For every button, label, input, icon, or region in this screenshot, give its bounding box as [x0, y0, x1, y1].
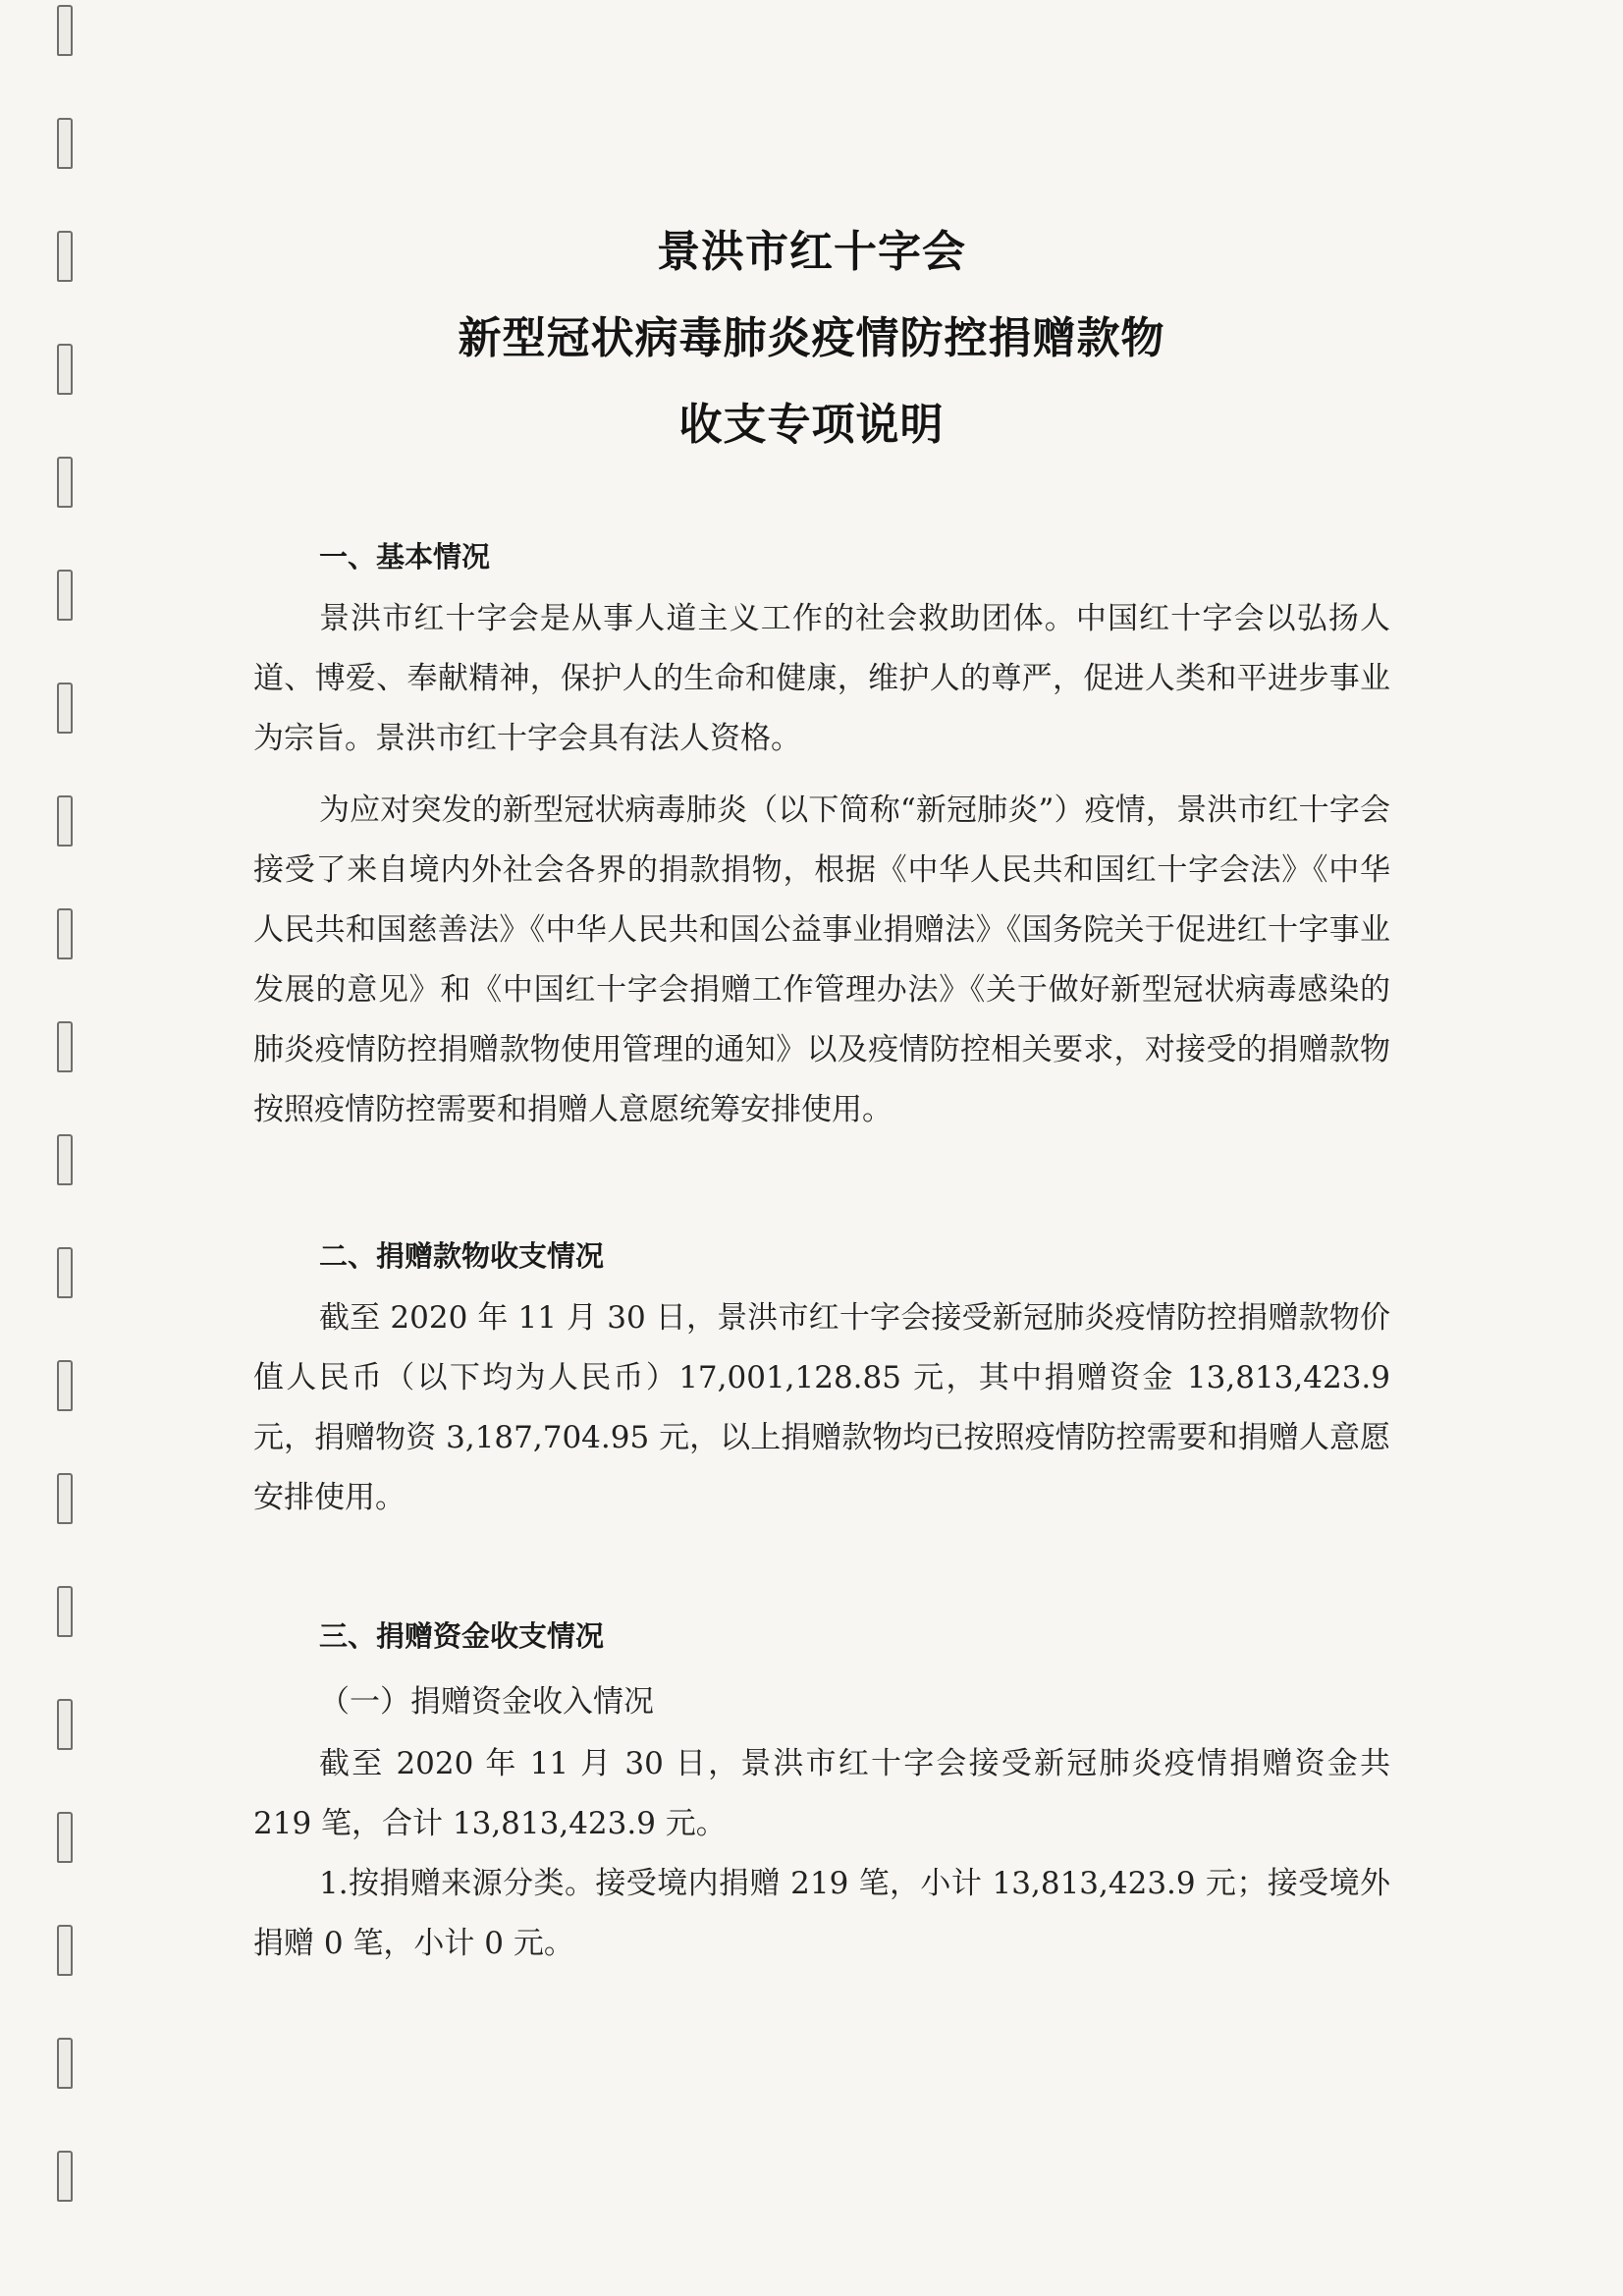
- binding-hole: [57, 570, 73, 621]
- binding-hole: [57, 908, 73, 959]
- title-line-subject: 新型冠状病毒肺炎疫情防控捐赠款物: [458, 313, 1165, 363]
- binding-hole: [57, 683, 73, 734]
- binding-hole: [57, 1699, 73, 1750]
- section3-paragraph-2: 1.按捐赠来源分类。接受境内捐赠 219 笔，小计 13,813,423.9 元；接受境外捐赠 0 笔，小计 0 元。: [253, 1866, 1390, 1961]
- title-line-doc-type: 收支专项说明: [678, 400, 945, 450]
- section-heading-basic: 一、基本情况: [319, 540, 491, 574]
- binding-hole: [57, 1586, 73, 1637]
- binding-hole: [57, 1812, 73, 1863]
- section-heading-donations: 二、捐赠款物收支情况: [319, 1239, 605, 1273]
- section-heading-funds: 三、捐赠资金收支情况: [319, 1619, 605, 1653]
- binding-hole: [57, 2038, 73, 2089]
- binding-hole: [57, 1925, 73, 1976]
- binding-hole: [57, 2151, 73, 2202]
- binding-hole: [57, 1360, 73, 1411]
- binding-hole: [57, 118, 73, 169]
- section3-paragraph-1: 截至 2020 年 11 月 30 日，景洪市红十字会接受新冠肺炎疫情捐赠资金共 219 笔，合计 13,813,423.9 元。: [253, 1746, 1390, 1841]
- binding-hole: [57, 795, 73, 847]
- binding-hole: [57, 5, 73, 56]
- binding-hole: [57, 457, 73, 508]
- section1-paragraph-1: 景洪市红十字会是从事人道主义工作的社会救助团体。中国红十字会以弘扬人道、博爱、奉献精神，保护人的生命和健康，维护人的尊严，促进人类和平进步事业为宗旨。景洪市红十字会具有法人资格。: [253, 601, 1390, 756]
- title-line-org: 景洪市红十字会: [657, 227, 966, 277]
- binding-hole: [57, 1247, 73, 1298]
- section3-subheading: （一）捐赠资金收入情况: [319, 1684, 654, 1720]
- section2-paragraph-1: 截至 2020 年 11 月 30 日，景洪市红十字会接受新冠肺炎疫情防控捐赠款物价值人民币（以下均为人民币）17,001,128.85 元，其中捐赠资金 13,813,423.9 元，捐赠物资 3,187,704.95 元，以上捐赠款物均已按照疫情防控需要和捐赠人意愿安排使用。: [253, 1300, 1390, 1515]
- binding-hole: [57, 1134, 73, 1185]
- binding-hole: [57, 1021, 73, 1072]
- binding-hole: [57, 1473, 73, 1524]
- section1-paragraph-2: 为应对突发的新型冠状病毒肺炎（以下简称“新冠肺炎”）疫情，景洪市红十字会接受了来自境内外社会各界的捐款捐物，根据《中华人民共和国红十字会法》《中华人民共和国慈善法》《中华人民共和国公益事业捐赠法》《国务院关于促进红十字事业发展的意见》和《中国红十字会捐赠工作管理办法》《关于做好新型冠状病毒感染的肺炎疫情防控捐赠款物使用管理的通知》以及疫情防控相关要求，对接受的捐赠款物按照疫情防控需要和捐赠人意愿统筹安排使用。: [253, 793, 1390, 1127]
